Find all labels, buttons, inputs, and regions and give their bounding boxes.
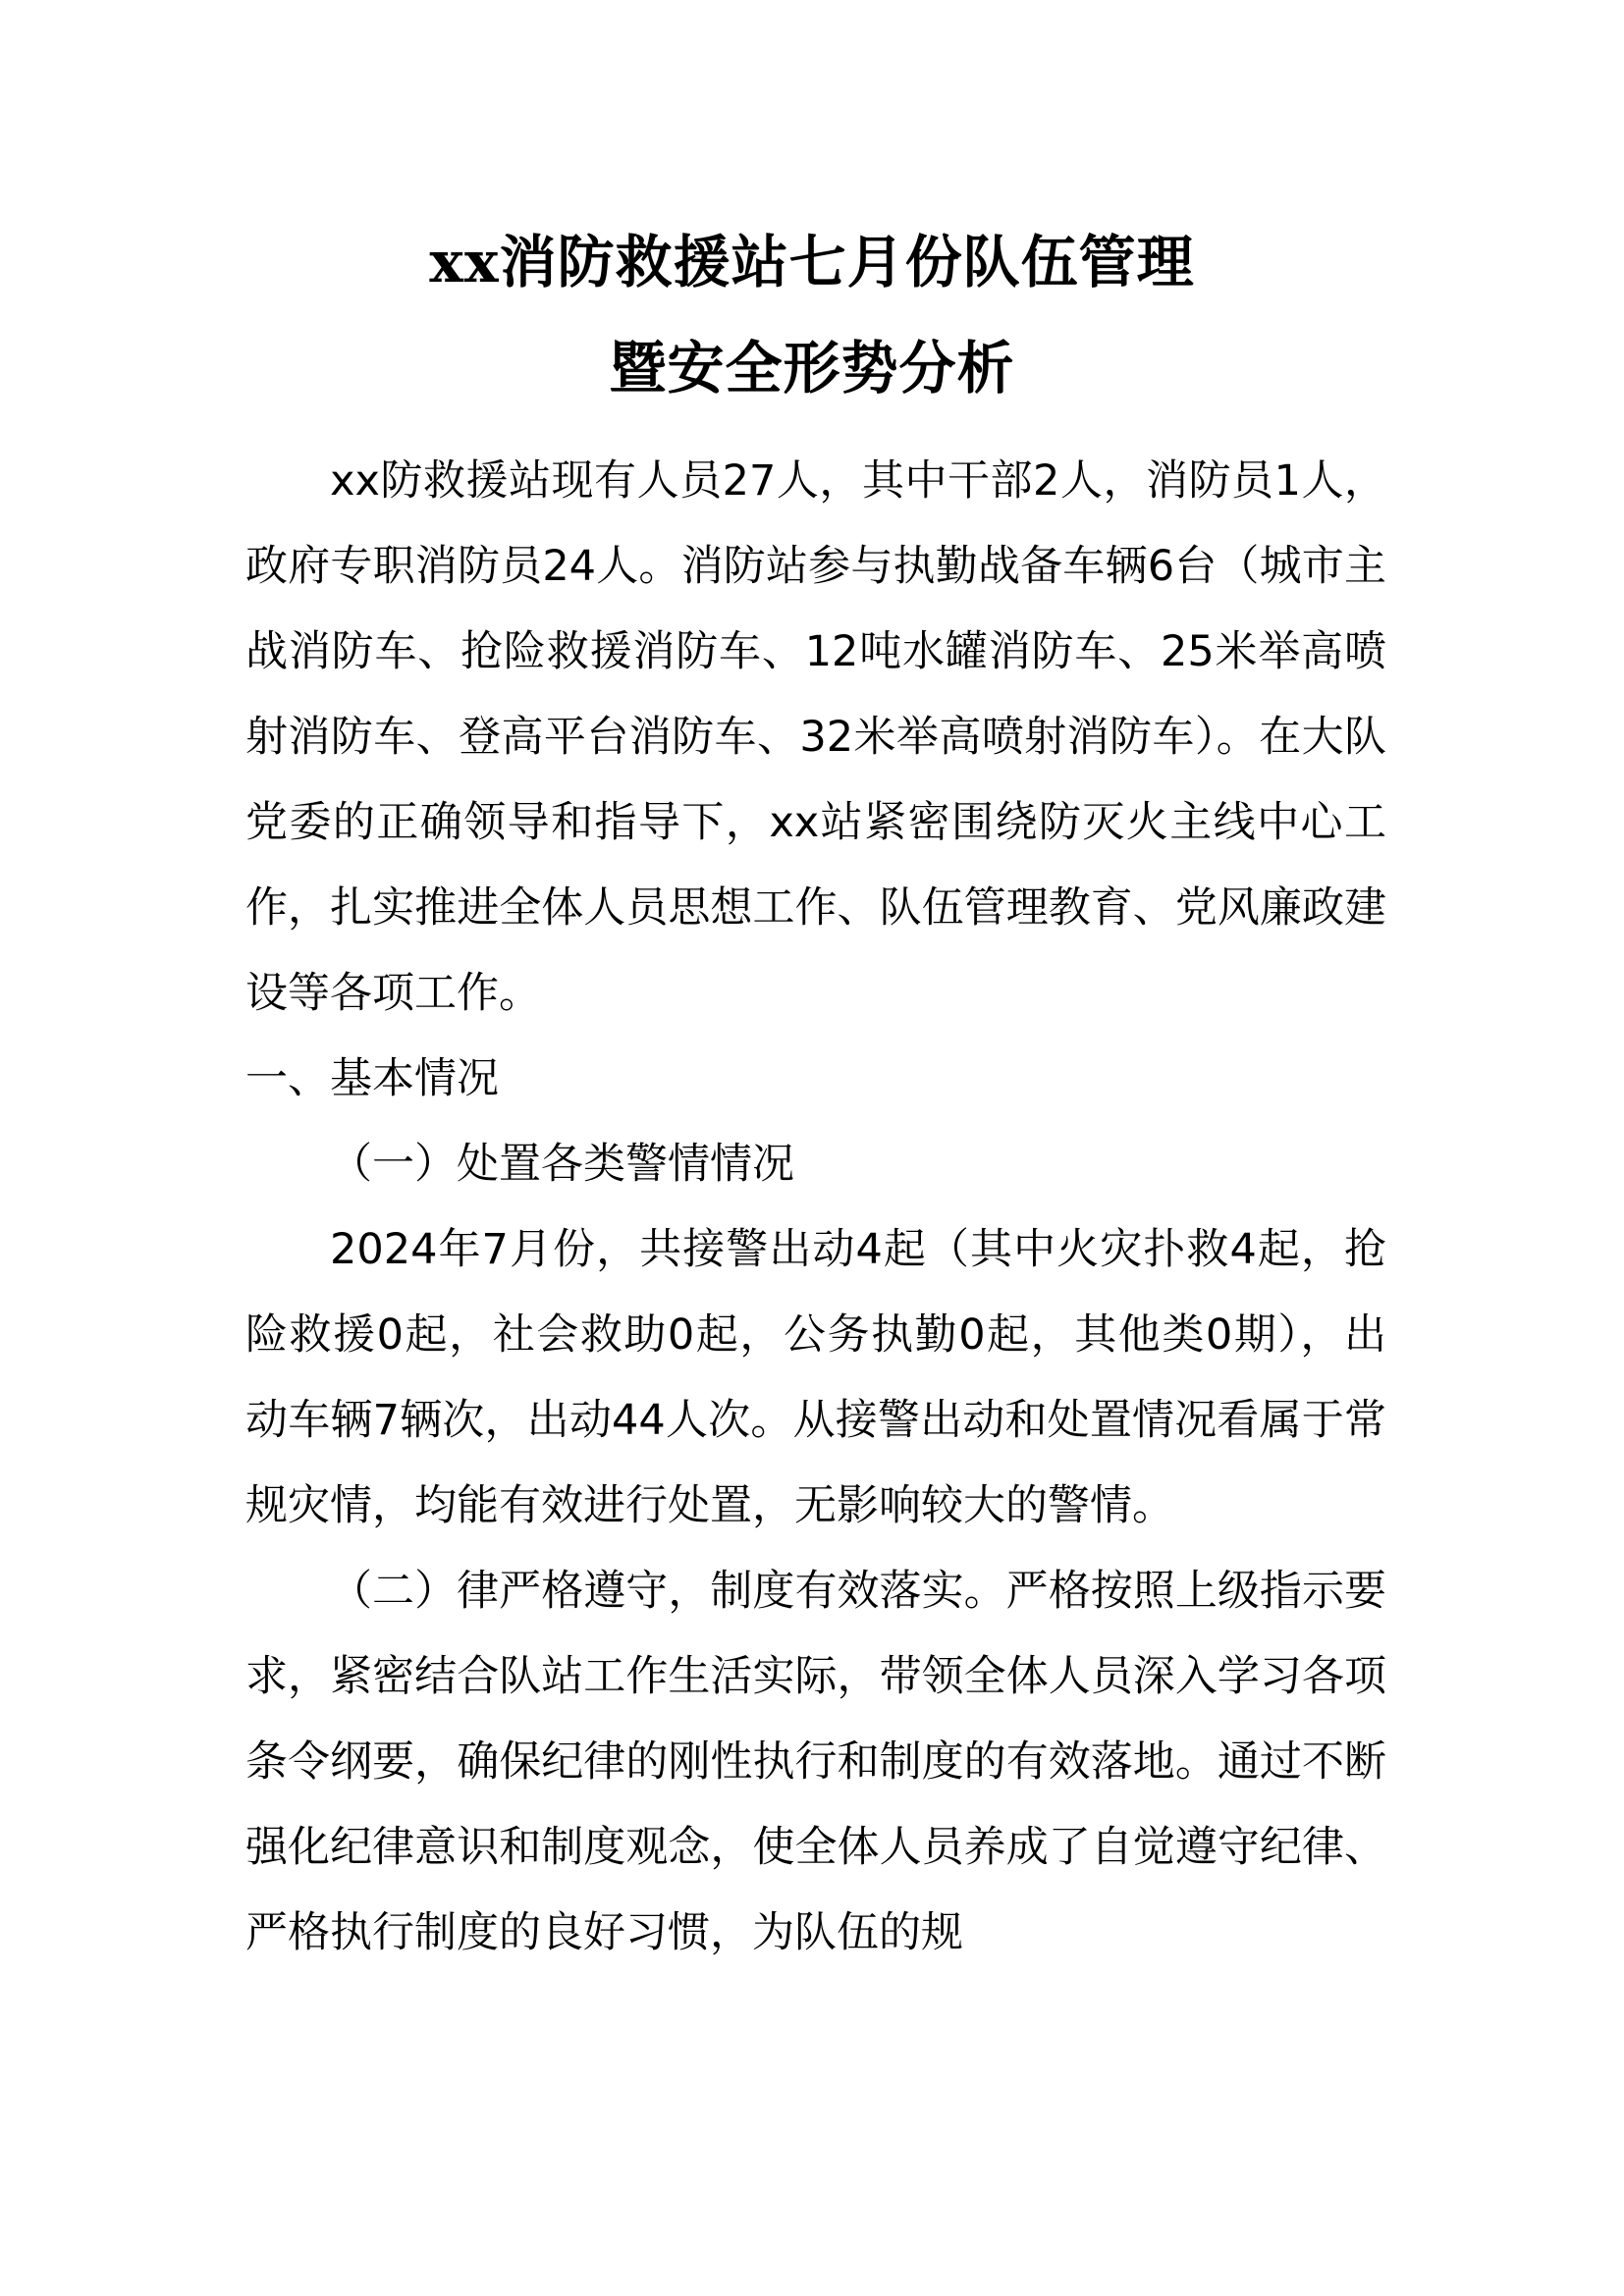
discipline-paragraph: （二）律严格遵守，制度有效落实。严格按照上级指示要求，紧密结合队站工作生活实际，带领全体人员深入学习各项条令纲要，确保纪律的刚性执行和制度的有效落地。通过不断强化纪律意识和制度观念，使全体人员养成了自觉遵守纪律、严格执行制度的良好习惯，为队伍的规 [245,1567,1386,1957]
document-title-line-2: 暨安全形势分析 [609,335,1015,401]
document-body [245,439,1386,1976]
section-heading-basic-situation: 一、基本情况 [245,1054,499,1103]
intro-paragraph: xx防救援站现有人员27人，其中干部2人，消防员1人，政府专职消防员24人。消防站参与执勤战备车辆6台（城市主战消防车、抢险救援消防车、12吨水罐消防车、25米举高喷射消防车、登高平台消防车、32米举高喷射消防车）。在大队党委的正确领导和指导下，xx站紧密围绕防灭火主线中心工作，扎实推进全体人员思想工作、队伍管理教育、党风廉政建设等各项工作。 [245,456,1386,1018]
subsection-heading-alarm-handling: （一）处置各类警情情况 [330,1140,794,1189]
document-title-line-1: xx消防救援站七月份队伍管理 [429,229,1195,295]
alarm-handling-paragraph: 2024年7月份，共接警出动4起（其中火灾扑救4起，抢险救援0起，社会救助0起，公务执勤0起，其他类0期），出动车辆7辆次，出动44人次。从接警出动和处置情况看属于常规灾情，均能有效进行处置，无影响较大的警情。 [245,1225,1386,1530]
